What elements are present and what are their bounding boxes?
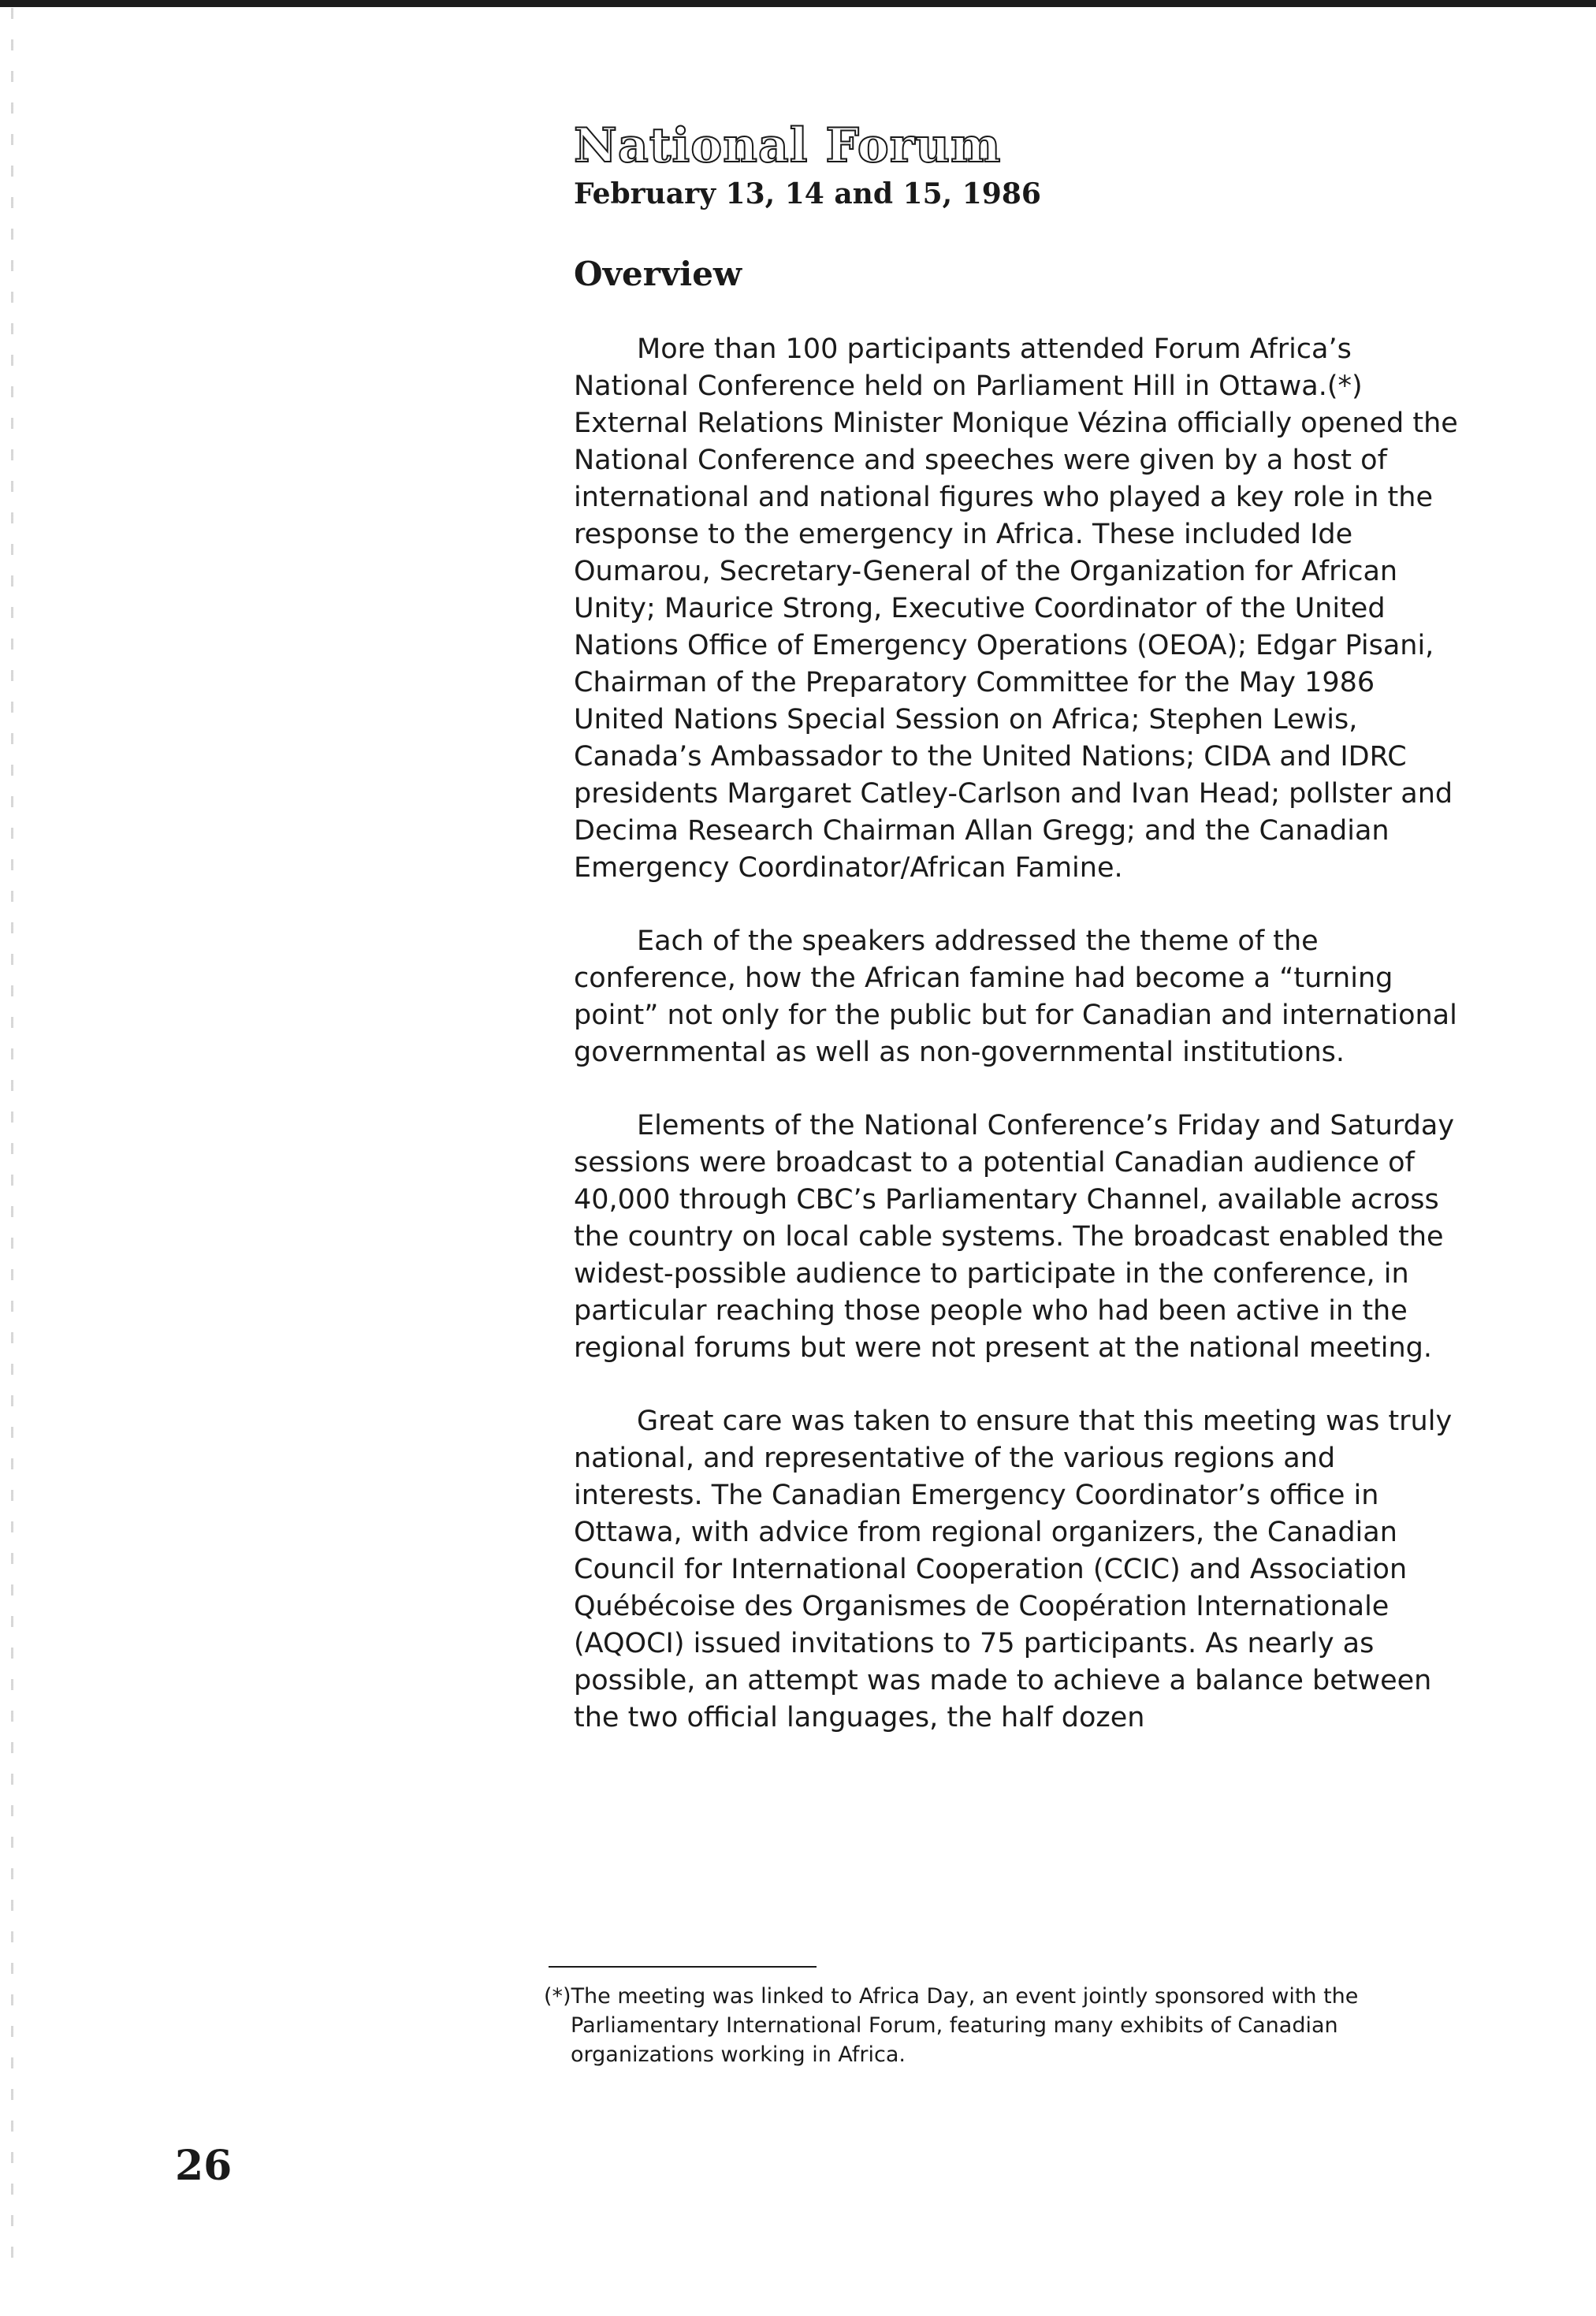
footnote-area xyxy=(544,1966,1466,2069)
paragraph-4: Great care was taken to ensure that this meeting was truly national, and representative of the various regions and interests. The Canadian Emergency Coordinator’s office in Ottawa, with advice from regional organizers, the Canadian Council for International Cooperation (CCIC) and Association Québécoise des Organismes de Coopération Internationale (AQOCI) issued invitations to 75 participants. As nearly as possible, an attempt was made to achieve a balance between the two official languages, the half dozen xyxy=(574,1406,1453,1733)
footnote-divider xyxy=(549,1966,817,1968)
body-text xyxy=(574,331,1458,1737)
paragraph-3: Elements of the National Conference’s Friday and Saturday sessions were broadcast to a potential Canadian audience of 40,000 through CBC’s Parliamentary Channel, available across the country on local cable systems. The broadcast enabled the widest-possible audience to participate in the conference, in particular reaching those people who had been active in the regional forums but were not present at the national meeting. xyxy=(574,1110,1455,1364)
footnote: (*)The meeting was linked to Africa Day, an event jointly sponsored with the Parliamentary International Forum, featuring many exhibits of Canadian organizations working in Africa. xyxy=(544,1984,1359,2067)
section-heading: Overview xyxy=(574,255,742,293)
paragraph-2: Each of the speakers addressed the theme of the conference, how the African famine had become a “turning point” not only for the public but for Canadian and international governmental as well as non-governmental institutions. xyxy=(574,925,1457,1068)
top-border-rule xyxy=(0,0,1596,7)
paragraph-1: More than 100 participants attended Forum Africa’s National Conference held on Parliament Hill in Ottawa.(*) External Relations Minister Monique Vézina officially opened the National Conference and speeches were given by a host of international and national figures who played a key role in the response to the emergency in Africa. These included Ide Oumarou, Secretary-General of the Organization for African Unity; Maurice Strong, Executive Coordinator of the United Nations Office of Emergency Operations (OEOA); Edgar Pisani, Chairman of the Preparatory Committee for the May 1986 United Nations Special Session on Africa; Stephen Lewis, Canada’s Ambassador to the United Nations; CIDA and IDRC presidents Margaret Catley-Carlson and Ivan Head; pollster and Decima Research Chairman Allan Gregg; and the Canadian Emergency Coordinator/African Famine. xyxy=(574,333,1458,884)
page-title: National Forum xyxy=(574,118,1002,173)
page-number: 26 xyxy=(175,2142,233,2190)
scan-edge-marks xyxy=(11,8,13,2262)
event-dates: February 13, 14 and 15, 1986 xyxy=(574,177,1041,210)
main-content xyxy=(574,117,1458,1773)
